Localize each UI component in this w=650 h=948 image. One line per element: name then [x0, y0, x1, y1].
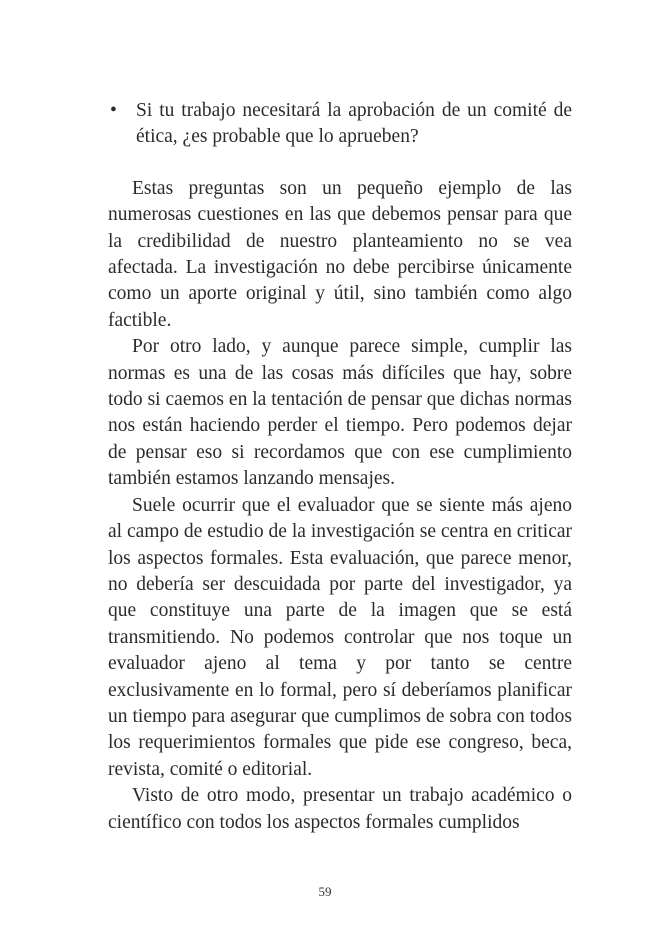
paragraph: Por otro lado, y aunque parece simple, cumplir las normas es una de las cosas más difíciles que hay, sobre todo si caemos en la tentación de pensar que dichas normas nos están haciendo perder el tiempo. Pero podemos dejar de pensar eso si recordamos que con ese cumplimiento también estamos lanzando mensajes.: [108, 336, 572, 490]
paragraph: Suele ocurrir que el evaluador que se siente más ajeno al campo de estudio de la investigación se centra en criticar los aspectos formales. Esta evaluación, que parece menor, no debería ser descuidada por parte del investigador, ya que constituye una parte de la imagen que se está transmitiendo. No podemos controlar que nos toque un evaluador ajeno al tema y por tanto se centre exclusivamente en lo formal, pero sí deberíamos planificar un tiempo para asegurar que cumplimos de sobra con todos los requerimientos formales que pide ese congreso, beca, revista, comité o editorial.: [108, 494, 572, 780]
page-body: [108, 98, 572, 836]
bullet-text: Si tu trabajo necesitará la aprobación de un comité de ética, ¿es probable que lo aprueben?: [136, 100, 572, 148]
paragraph: Estas preguntas son un pequeño ejemplo de las numerosas cuestiones en las que debemos pensar para que la credibilidad de nuestro planteamiento no se vea afectada. La investigación no debe percibirse únicamente como un aporte original y útil, sino también como algo factible.: [108, 177, 572, 331]
bullet-list-item: [108, 98, 572, 151]
bullet-icon: •: [110, 100, 117, 121]
page-number: 59: [318, 884, 332, 899]
paragraph: Visto de otro modo, presentar un trabajo académico o científico con todos los aspectos formales cumplidos: [108, 785, 572, 833]
